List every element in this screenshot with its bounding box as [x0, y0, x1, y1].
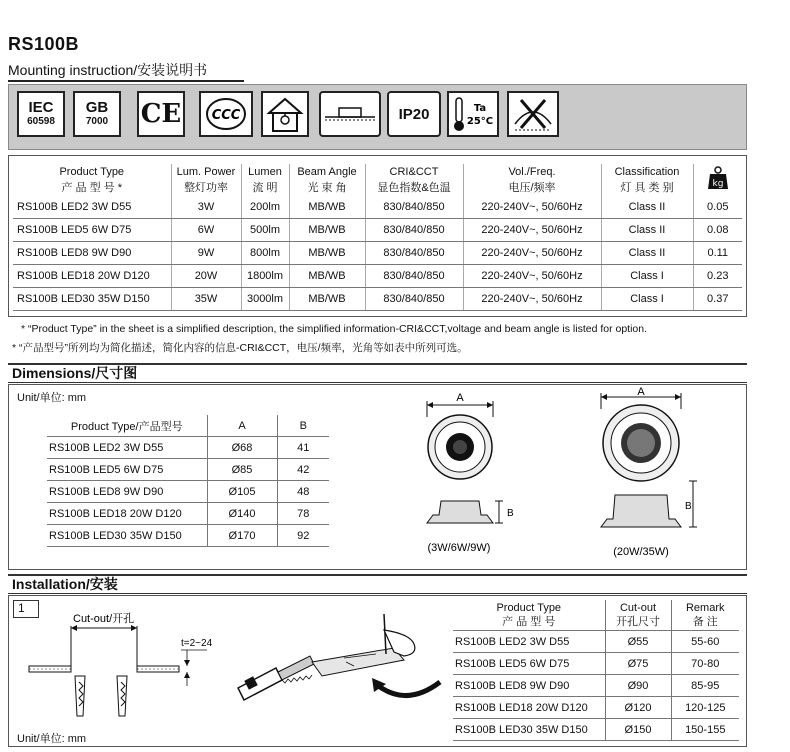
table-row [13, 265, 742, 288]
table-row [453, 697, 739, 719]
cell-voltage: 220-240V~, 50/60Hz [463, 219, 601, 242]
cell-remark: 70-80 [671, 653, 739, 675]
cell-class: Class II [601, 219, 693, 242]
dimensions-heading: Dimensions/尺寸图 [8, 363, 747, 383]
gb-mark [73, 91, 121, 137]
cell-power: 35W [171, 288, 241, 311]
svg-text:A: A [456, 392, 464, 404]
thermometer-icon [447, 91, 499, 137]
header-cri-cct: CRI&CCT 显色指数&色温 [365, 164, 463, 196]
cell-b: 78 [277, 503, 329, 525]
cell-voltage: 220-240V~, 50/60Hz [463, 196, 601, 219]
cut-header-remark: Remark 备 注 [671, 600, 739, 631]
cell-class: Class II [601, 242, 693, 265]
svg-text:Cut-out/开孔: Cut-out/开孔 [73, 613, 135, 625]
cell-voltage: 220-240V~, 50/60Hz [463, 288, 601, 311]
cell-cri: 830/840/850 [365, 265, 463, 288]
ccc-mark-icon [199, 91, 253, 137]
spec-header-row [13, 164, 742, 196]
installation-unit: Unit/单位: mm [17, 733, 87, 745]
cell-product-type: RS100B LED18 20W D120 [47, 503, 207, 525]
table-row [47, 481, 329, 503]
ce-label: CE [140, 99, 182, 129]
installation-panel [8, 595, 747, 747]
table-row [13, 242, 742, 265]
cell-power: 6W [171, 219, 241, 242]
cell-product-type: RS100B LED8 9W D90 [47, 481, 207, 503]
table-row [47, 459, 329, 481]
header-classification: Classification 灯 具 类 别 [601, 164, 693, 196]
certification-band [8, 84, 747, 150]
cell-class: Class I [601, 265, 693, 288]
iec-mark [17, 91, 65, 137]
note-chinese: * “产品型号”所列均为简化描述，简化内容的信息-CRI&CCT，电压/频率，光角等如表中所列可选。 [12, 342, 468, 354]
cell-beam: MB/WB [289, 196, 365, 219]
cell-a: Ø85 [207, 459, 277, 481]
cell-beam: MB/WB [289, 288, 365, 311]
subtitle-underline [8, 80, 244, 82]
table-row [13, 196, 742, 219]
table-row [47, 525, 329, 547]
note-english: * “Product Type” in the sheet is a simplified description, the simplified information-CRI&CCT,voltage and beam angle is listed for option. [21, 323, 648, 335]
cell-voltage: 220-240V~, 50/60Hz [463, 242, 601, 265]
dim-header-a: A [207, 415, 277, 437]
header-product-type: Product Type 产 品 型 号 * [59, 166, 125, 194]
cell-beam: MB/WB [289, 242, 365, 265]
dimensions-unit: Unit/单位: mm [17, 392, 87, 404]
cell-power: 20W [171, 265, 241, 288]
cell-cutout: Ø75 [605, 653, 671, 675]
header-vol-freq: Vol./Freq. 电压/频率 [463, 164, 601, 196]
cell-product-type: RS100B LED18 20W D120 [13, 265, 171, 288]
header-weight [693, 164, 742, 196]
installation-heading: Installation/安装 [8, 574, 747, 594]
step-number: 1 [18, 601, 25, 615]
saw-cutting-illustration [234, 610, 449, 722]
cell-b: 41 [277, 437, 329, 459]
table-row [47, 503, 329, 525]
cell-class: Class I [601, 288, 693, 311]
table-row [47, 437, 329, 459]
cell-cutout: Ø150 [605, 719, 671, 741]
cell-beam: MB/WB [289, 265, 365, 288]
cell-remark: 150-155 [671, 719, 739, 741]
large-downlight-drawing [589, 387, 719, 569]
ip-rating-label: IP20 [398, 105, 430, 123]
cell-b: 48 [277, 481, 329, 503]
cell-voltage: 220-240V~, 50/60Hz [463, 265, 601, 288]
specification-table [13, 164, 742, 311]
cell-remark: 120-125 [671, 697, 739, 719]
cell-lumen: 1800lm [241, 265, 289, 288]
dimensions-header-row [47, 415, 329, 437]
cell-cri: 830/840/850 [365, 219, 463, 242]
iec-standard: 60598 [27, 116, 55, 127]
iec-label: IEC [28, 99, 54, 116]
cutout-table [453, 600, 739, 741]
svg-text:(20W/35W): (20W/35W) [613, 546, 669, 558]
recessed-mount-icon [319, 91, 381, 137]
no-insulation-cover-icon [507, 91, 559, 137]
cell-power: 9W [171, 242, 241, 265]
ce-mark-icon [137, 91, 185, 137]
table-row [453, 719, 739, 741]
header-lum-power: Lum. Power 整灯功率 [171, 164, 241, 196]
cell-power: 3W [171, 196, 241, 219]
document-title: RS100B [8, 34, 80, 54]
dim-header-product: Product Type/产品型号 [47, 415, 207, 437]
small-downlight-drawing [409, 391, 529, 567]
cell-product-type: RS100B LED30 35W D150 [453, 719, 605, 741]
cell-product-type: RS100B LED5 6W D75 [13, 219, 171, 242]
cutout-header-row [453, 600, 739, 631]
specification-panel [8, 155, 747, 335]
cell-product-type: RS100B LED30 35W D150 [47, 525, 207, 547]
ip20-mark [387, 91, 441, 137]
cell-weight: 0.11 [693, 242, 742, 265]
cell-remark: 85-95 [671, 675, 739, 697]
indoor-house-icon [261, 91, 309, 137]
cell-class: Class II [601, 196, 693, 219]
table-row [453, 653, 739, 675]
cell-lumen: 200lm [241, 196, 289, 219]
table-row [453, 675, 739, 697]
header-lumen: Lumen 流 明 [241, 164, 289, 196]
gb-standard: 7000 [85, 116, 109, 127]
cell-cutout: Ø90 [605, 675, 671, 697]
cell-product-type: RS100B LED5 6W D75 [47, 459, 207, 481]
dim-header-b: B [277, 415, 329, 437]
cut-header-cutout: Cut-out 开孔尺寸 [605, 600, 671, 631]
cell-b: 92 [277, 525, 329, 547]
cell-weight: 0.23 [693, 265, 742, 288]
cell-lumen: 3000lm [241, 288, 289, 311]
table-row [13, 219, 742, 242]
svg-text:B: B [685, 501, 692, 512]
cell-a: Ø140 [207, 503, 277, 525]
svg-text:A: A [637, 387, 645, 398]
cell-weight: 0.05 [693, 196, 742, 219]
cell-product-type: RS100B LED30 35W D150 [13, 288, 171, 311]
dimensions-table [47, 415, 329, 547]
gb-label: GB [85, 99, 109, 116]
cutout-diagram [23, 610, 223, 720]
svg-text:CCC: CCC [211, 108, 241, 123]
cell-a: Ø170 [207, 525, 277, 547]
cell-beam: MB/WB [289, 219, 365, 242]
svg-text:kg: kg [712, 178, 724, 189]
document-subtitle: Mounting instruction/安装说明书 [8, 62, 208, 78]
svg-text:25°C: 25°C [466, 116, 494, 127]
cell-weight: 0.08 [693, 219, 742, 242]
cell-product-type: RS100B LED2 3W D55 [47, 437, 207, 459]
cell-remark: 55-60 [671, 631, 739, 653]
svg-text:(3W/6W/9W): (3W/6W/9W) [427, 542, 491, 554]
cell-lumen: 800lm [241, 242, 289, 265]
cell-lumen: 500lm [241, 219, 289, 242]
cell-weight: 0.37 [693, 288, 742, 311]
svg-text:B: B [507, 508, 514, 519]
cell-cri: 830/840/850 [365, 288, 463, 311]
cell-product-type: RS100B LED18 20W D120 [453, 697, 605, 719]
weight-kg-icon [707, 166, 729, 190]
cell-cutout: Ø55 [605, 631, 671, 653]
svg-text:t=2~24: t=2~24 [181, 638, 213, 649]
cell-product-type: RS100B LED2 3W D55 [453, 631, 605, 653]
ccc-symbol-icon [204, 96, 248, 132]
cell-a: Ø105 [207, 481, 277, 503]
cell-cutout: Ø120 [605, 697, 671, 719]
cell-b: 42 [277, 459, 329, 481]
cell-cri: 830/840/850 [365, 242, 463, 265]
dimensions-panel [8, 384, 747, 570]
cell-cri: 830/840/850 [365, 196, 463, 219]
table-row [453, 631, 739, 653]
cell-a: Ø68 [207, 437, 277, 459]
svg-text:Ta: Ta [473, 103, 487, 114]
cell-product-type: RS100B LED2 3W D55 [13, 196, 171, 219]
table-row [13, 288, 742, 311]
header-beam-angle: Beam Angle 光 束 角 [289, 164, 365, 196]
cell-product-type: RS100B LED8 9W D90 [13, 242, 171, 265]
cell-product-type: RS100B LED5 6W D75 [453, 653, 605, 675]
cell-product-type: RS100B LED8 9W D90 [453, 675, 605, 697]
cut-header-product: Product Type 产 品 型 号 [453, 600, 605, 631]
